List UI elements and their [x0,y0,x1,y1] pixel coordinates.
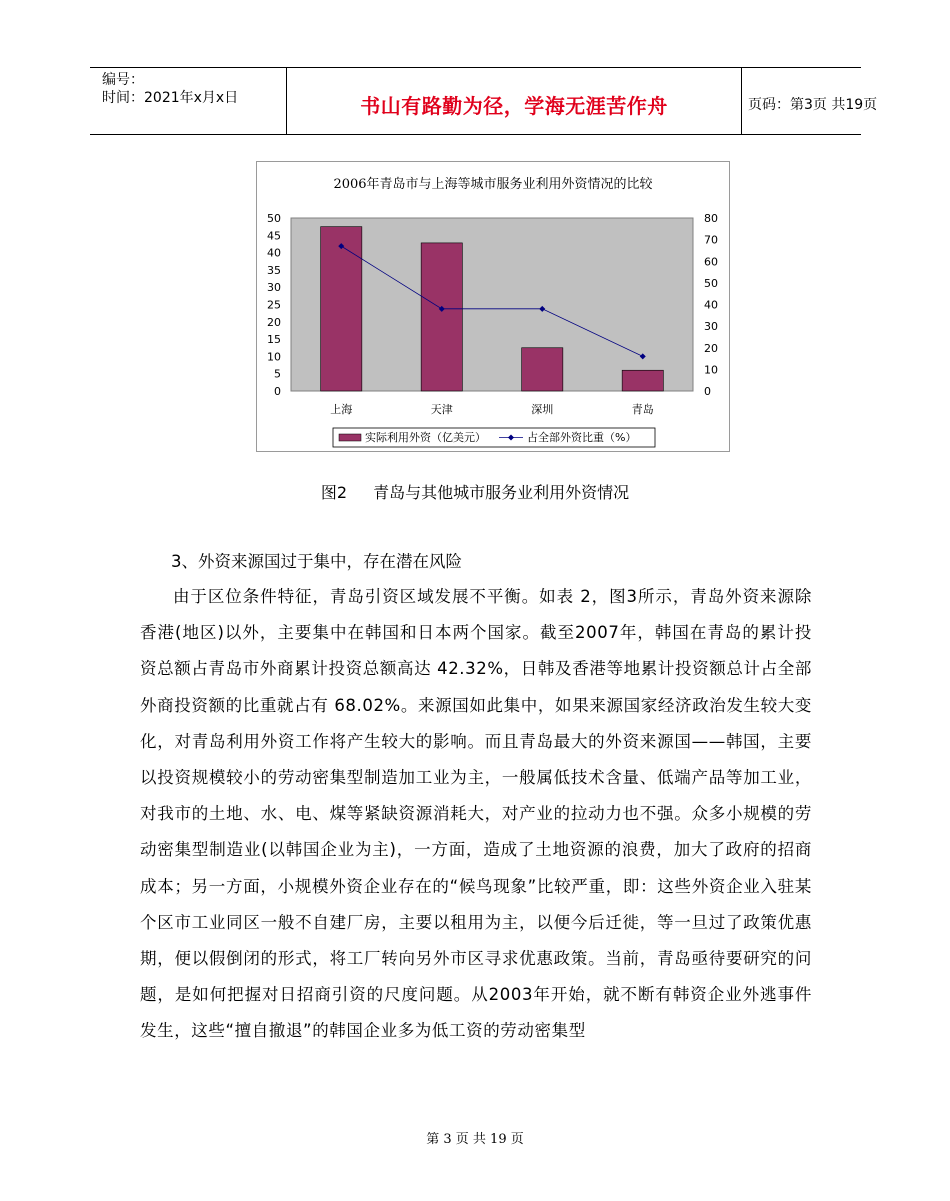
y-left-tick-label: 15 [267,333,281,347]
figure-caption-text: 青岛与其他城市服务业利用外资情况 [373,483,630,502]
y-right-tick-label: 20 [704,341,718,355]
body-paragraph: 由于区位条件特征，青岛引资区域发展不平衡。如表 2，图3所示，青岛外资来源除香港(地区)以外，主要集中在韩国和日本两个国家。截至2007年，韩国在青岛的累计投资总额占青岛市外商累计投资总额高达 42.32%，日韩及香港等地累计投资额总计占全部外商投资额的比重就占有 68.02%。来源国如此集中，如果来源国家经济政治发生较大变化，对青岛利用外资工作将产生较大的影响。而且青岛最大的外资来源国——韩国，主要以投资规模较小的劳动密集型制造加工业为主，一般属低技术含量、低端产品等加工业，对我市的土地、水、电、煤等紧缺资源消耗大，对产业的拉动力也不强。众多小规模的劳动密集型制造业(以韩国企业为主)，一方面，造成了土地资源的浪费，加大了政府的招商成本；另一方面，小规模外资企业存在的“候鸟现象”比较严重，即：这些外资企业入驻某个区市工业同区一般不自建厂房，主要以租用为主，以便今后迁徙，等一旦过了政策优惠期，便以假倒闭的形式，将工厂转向另外市区寻求优惠政策。当前，青岛亟待要研究的问题，是如何把握对日招商引资的尺度问题。从2003年开始，就不断有韩资企业外逃事件发生，这些“擅自撤退”的韩国企业多为低工资的劳动密集型 [140,587,812,1041]
chart-container [256,161,730,452]
header-motto-cell [286,68,742,134]
y-right-tick-label: 70 [704,233,718,247]
y-left-tick-label: 20 [267,315,281,329]
y-left-tick-label: 35 [267,263,281,277]
y-left-tick-label: 30 [267,281,281,295]
page-footer: 第 3 页 共 19 页 [426,1132,524,1147]
y-right-tick-label: 60 [704,255,718,269]
chart-title: 2006年青岛市与上海等城市服务业利用外资情况的比较 [333,177,653,192]
x-category-label: 天津 [430,403,453,416]
header-page-info: 页码：第3页 共19页 [748,97,878,113]
x-category-label: 青岛 [631,403,654,416]
bar [421,243,462,391]
y-left-tick-label: 25 [267,298,281,312]
y-right-tick-label: 50 [704,276,718,290]
x-category-label: 上海 [330,403,353,416]
x-category-label: 深圳 [531,403,554,416]
header-motto: 书山有路勤为径，学海无涯苦作舟 [360,94,668,118]
y-right-tick-label: 80 [704,212,718,225]
bar [622,370,663,391]
header-left-cell [90,68,286,134]
y-right-tick-label: 40 [704,298,718,312]
bar-line-chart [257,162,729,451]
bar [522,348,563,391]
bar [321,227,362,391]
legend-bar-label: 实际利用外资（亿美元） [365,431,486,444]
figure-number: 图2 [320,483,348,502]
y-left-tick-label: 5 [274,367,281,381]
section-heading: 3、外资来源国过于集中，存在潜在风险 [171,552,462,571]
y-left-tick-label: 0 [274,385,281,398]
document-date-label: 时间：2021年x月x日 [102,90,239,106]
page-header [90,67,878,135]
y-right-tick-label: 30 [704,320,718,334]
y-left-tick-label: 10 [267,350,281,364]
y-right-tick-label: 0 [704,385,711,398]
y-left-tick-label: 40 [267,246,281,260]
y-right-tick-label: 10 [704,363,718,377]
document-number-label: 编号： [102,72,144,88]
header-page-cell [740,68,878,134]
figure-caption [0,480,950,503]
legend-bar-swatch [339,434,361,441]
y-left-tick-label: 50 [267,212,281,225]
y-left-tick-label: 45 [267,229,281,243]
legend-line-label: 占全部外资比重（%） [527,431,637,444]
